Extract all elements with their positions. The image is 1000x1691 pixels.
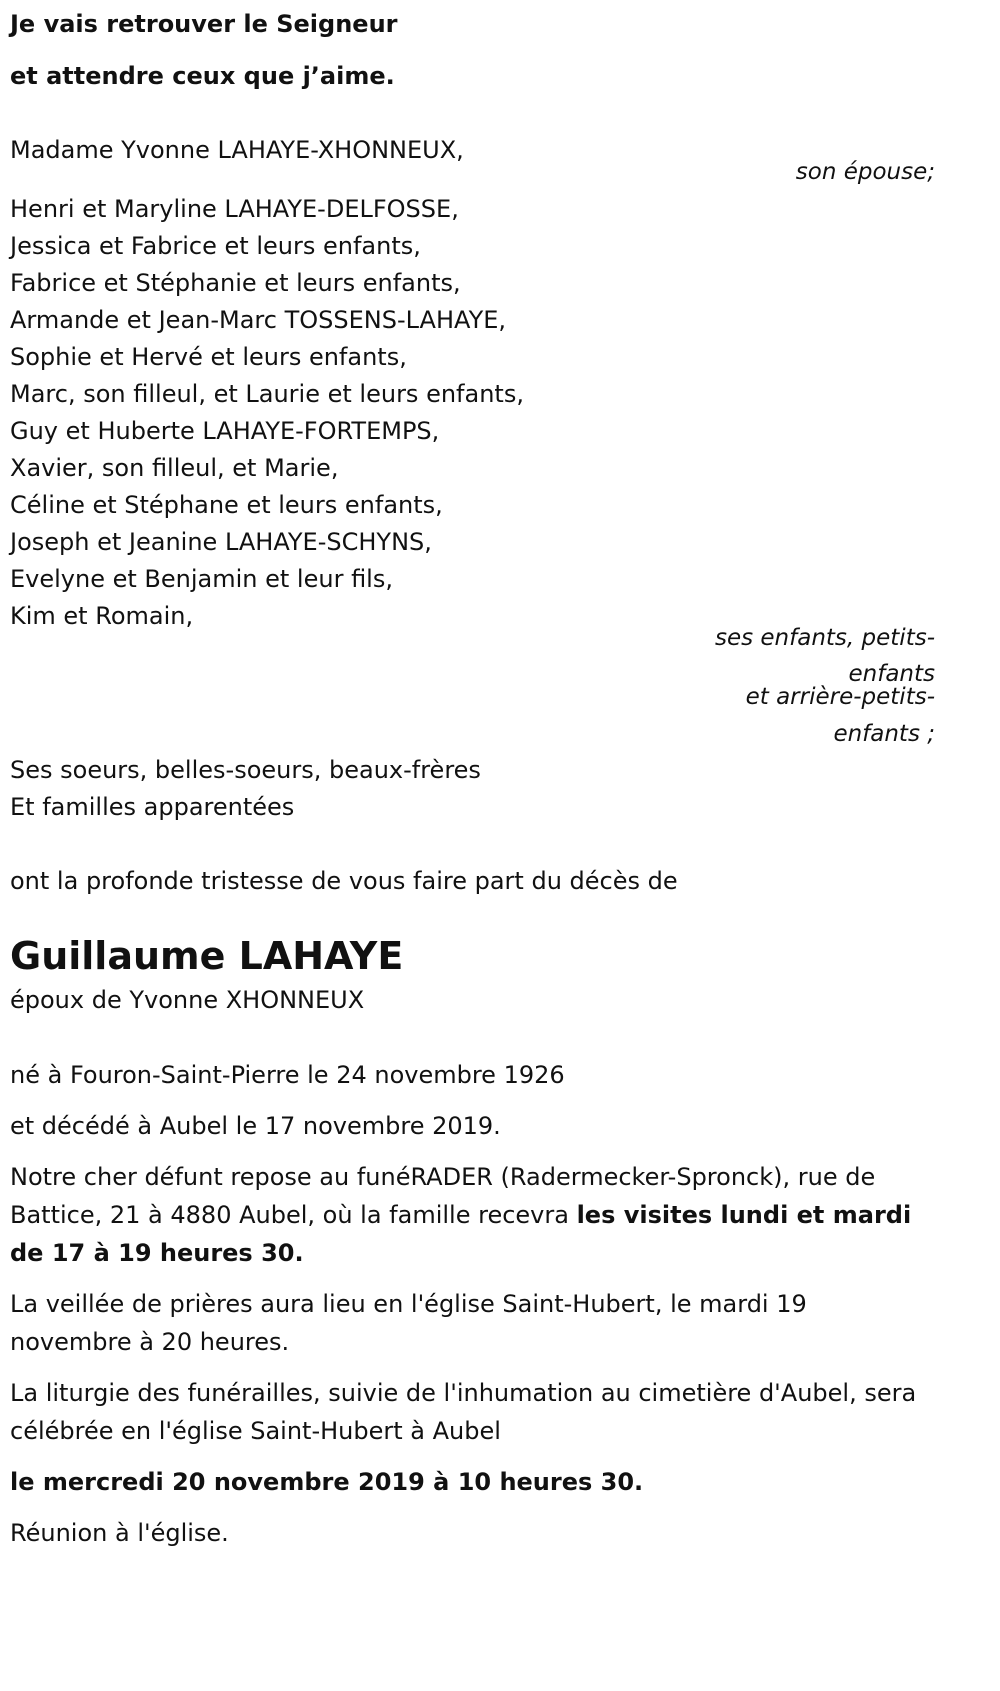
list-item: Céline et Stéphane et leurs enfants, xyxy=(10,491,443,519)
list-item: Guy et Huberte LAHAYE-FORTEMPS, xyxy=(10,417,440,445)
announcement-text: ont la profonde tristesse de vous faire part du décès de xyxy=(10,867,678,895)
deceased-name: Guillaume LAHAYE xyxy=(10,934,404,978)
children-role-line-2: enfants xyxy=(848,661,935,687)
epigraph-line-2: et attendre ceux que j’aime. xyxy=(10,62,395,90)
siblings-line-1: Ses soeurs, belles-soeurs, beaux-frères xyxy=(10,756,481,784)
epigraph-line-1: Je vais retrouver le Seigneur xyxy=(10,10,398,38)
children-role-line-3: et arrière-petits- xyxy=(745,684,935,710)
spouse-name: Madame Yvonne LAHAYE-XHONNEUX, xyxy=(10,136,464,164)
list-item: Armande et Jean-Marc TOSSENS-LAHAYE, xyxy=(10,306,507,334)
deceased-spouse-of: époux de Yvonne XHONNEUX xyxy=(10,986,365,1014)
children-role-line-1: ses enfants, petits- xyxy=(714,625,935,651)
list-item: Evelyne et Benjamin et leur fils, xyxy=(10,565,393,593)
liturgy-paragraph: La liturgie des funérailles, suivie de l'inhumation au cimetière d'Aubel, sera célébrée en l'église Saint-Hubert à Aubel xyxy=(10,1379,917,1445)
list-item: Henri et Maryline LAHAYE-DELFOSSE, xyxy=(10,195,459,223)
children-role-line-4: enfants ; xyxy=(833,721,935,747)
siblings-line-2: Et familles apparentées xyxy=(10,793,295,821)
vigil-paragraph: La veillée de prières aura lieu en l'église Saint-Hubert, le mardi 19 novembre à 20 heures. xyxy=(10,1290,807,1356)
birth-info: né à Fouron-Saint-Pierre le 24 novembre 1926 xyxy=(10,1061,565,1089)
spouse-role: son épouse; xyxy=(795,159,935,185)
death-info: et décédé à Aubel le 17 novembre 2019. xyxy=(10,1112,501,1140)
list-item: Marc, son filleul, et Laurie et leurs enfants, xyxy=(10,380,524,408)
visits-schedule: les visites lundi et mardi de 17 à 19 heures 30. xyxy=(10,1201,912,1267)
list-item: Kim et Romain, xyxy=(10,602,194,630)
repose-text: Notre cher défunt repose au funéRADER (Radermecker-Spronck), rue de Battice, 21 à 4880 Aubel, où la famille recevra xyxy=(10,1163,876,1229)
meeting-info: Réunion à l'église. xyxy=(10,1519,229,1547)
repose-paragraph xyxy=(10,1158,935,1272)
list-item: Jessica et Fabrice et leurs enfants, xyxy=(10,232,421,260)
list-item: Xavier, son filleul, et Marie, xyxy=(10,454,339,482)
funeral-date: le mercredi 20 novembre 2019 à 10 heures 30. xyxy=(10,1468,644,1496)
list-item: Fabrice et Stéphanie et leurs enfants, xyxy=(10,269,461,297)
list-item: Joseph et Jeanine LAHAYE-SCHYNS, xyxy=(10,528,432,556)
list-item: Sophie et Hervé et leurs enfants, xyxy=(10,343,407,371)
